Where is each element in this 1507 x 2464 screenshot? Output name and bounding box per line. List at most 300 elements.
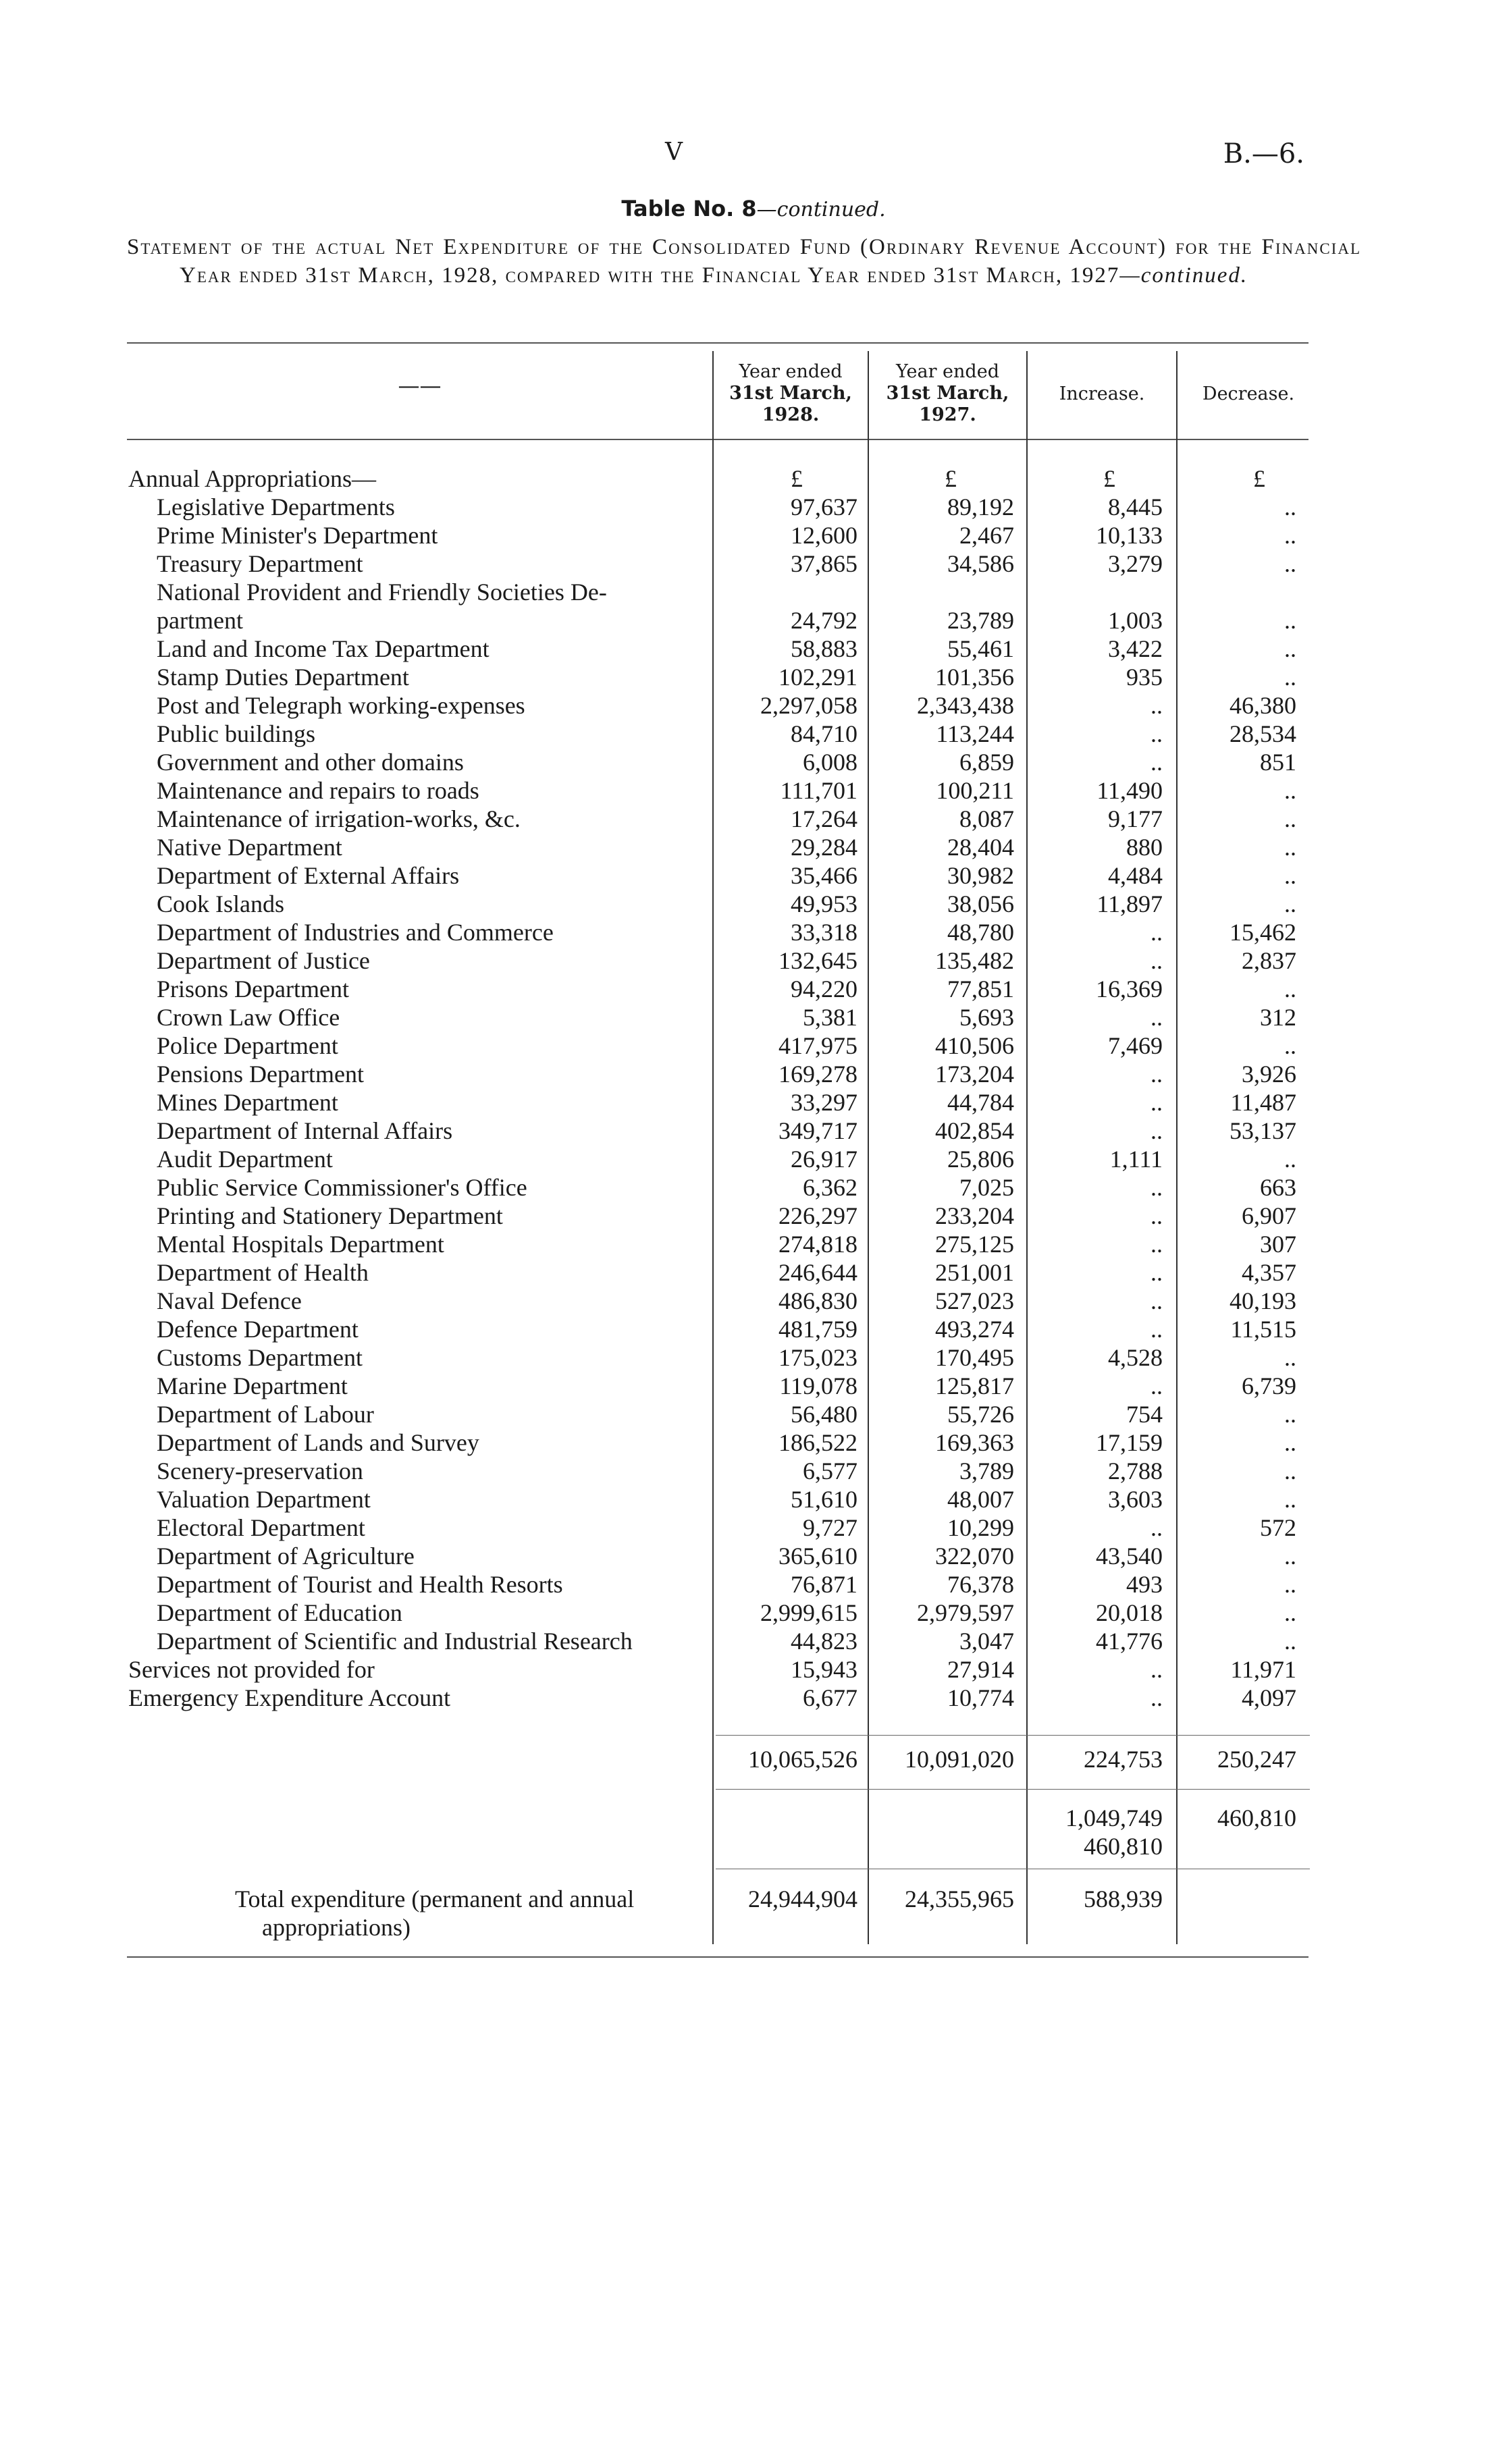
cell-y1928: 481,759 bbox=[778, 1316, 857, 1343]
cell-inc: 493 bbox=[1126, 1571, 1163, 1598]
cell-inc: 11,897 bbox=[1096, 890, 1163, 917]
cell-dec: .. bbox=[1284, 1429, 1296, 1456]
table-row bbox=[0, 1287, 1507, 1315]
cell-dec: .. bbox=[1284, 1146, 1296, 1173]
row-label: Printing and Stationery Department bbox=[157, 1202, 503, 1229]
header-1928-line3: 1928. bbox=[762, 404, 820, 425]
cell-dec: 11,515 bbox=[1230, 1316, 1296, 1343]
row-label: Department of Education bbox=[157, 1599, 402, 1626]
table-row bbox=[0, 1315, 1507, 1343]
cell-y1927: 8,087 bbox=[959, 805, 1014, 832]
row-label: partment bbox=[157, 607, 243, 634]
net-increase-bottom: 460,810 bbox=[1084, 1833, 1163, 1860]
cell-y1927: 48,007 bbox=[947, 1486, 1014, 1513]
cell-y1927: 27,914 bbox=[947, 1656, 1014, 1683]
row-label: Department of Justice bbox=[157, 947, 370, 974]
cell-y1927: 77,851 bbox=[947, 975, 1014, 1002]
cell-inc: 8,445 bbox=[1108, 493, 1163, 520]
cell-y1927: 135,482 bbox=[935, 947, 1014, 974]
cell-y1928: 84,710 bbox=[791, 720, 857, 747]
table-row bbox=[0, 946, 1507, 975]
cell-y1927: 101,356 bbox=[935, 664, 1014, 691]
cell-dec: .. bbox=[1284, 862, 1296, 889]
cell-dec: 6,739 bbox=[1242, 1372, 1296, 1399]
header-1927-line1: Year ended bbox=[896, 361, 999, 382]
header-bottom-rule bbox=[127, 439, 1308, 440]
cell-inc: .. bbox=[1151, 720, 1163, 747]
cell-inc: .. bbox=[1151, 947, 1163, 974]
cell-dec: 3,926 bbox=[1242, 1061, 1296, 1088]
cell-y1928: 37,865 bbox=[791, 550, 857, 577]
cell-y1928: 349,717 bbox=[778, 1117, 857, 1144]
row-label: Department of Agriculture bbox=[157, 1543, 415, 1570]
cell-inc: 7,469 bbox=[1108, 1032, 1163, 1059]
row-label: Department of Scientific and Industrial Research bbox=[157, 1628, 633, 1655]
cell-dec: .. bbox=[1284, 1457, 1296, 1484]
cell-y1928: 58,883 bbox=[791, 635, 857, 662]
row-label: Department of Labour bbox=[157, 1401, 374, 1428]
cell-inc: .. bbox=[1151, 1174, 1163, 1201]
header-1928-line1: Year ended bbox=[739, 361, 843, 382]
cell-y1927: 44,784 bbox=[947, 1089, 1014, 1116]
row-label: Services not provided for bbox=[128, 1656, 375, 1683]
currency-1927: £ bbox=[945, 465, 957, 492]
table-row bbox=[0, 720, 1507, 748]
table-row bbox=[0, 1173, 1507, 1202]
cell-dec: 307 bbox=[1260, 1231, 1296, 1258]
cell-inc: 935 bbox=[1126, 664, 1163, 691]
cell-inc: 11,490 bbox=[1096, 777, 1163, 804]
table-title-continued: —continued. bbox=[756, 198, 886, 221]
cell-y1927: 38,056 bbox=[947, 890, 1014, 917]
cell-y1928: 9,727 bbox=[803, 1514, 857, 1541]
cell-y1927: 7,025 bbox=[959, 1174, 1014, 1201]
cell-y1927: 173,204 bbox=[935, 1061, 1014, 1088]
header-1927-line3: 1927. bbox=[919, 404, 976, 425]
cell-y1928: 246,644 bbox=[778, 1259, 857, 1286]
cell-y1927: 30,982 bbox=[947, 862, 1014, 889]
cell-dec: .. bbox=[1284, 493, 1296, 520]
sum-row bbox=[0, 1745, 1507, 1773]
cell-y1928: 35,466 bbox=[791, 862, 857, 889]
cell-y1928: 226,297 bbox=[778, 1202, 857, 1229]
table-row bbox=[0, 918, 1507, 946]
cell-y1927: 23,789 bbox=[947, 607, 1014, 634]
cell-y1927: 34,586 bbox=[947, 550, 1014, 577]
row-label: Audit Department bbox=[157, 1146, 333, 1173]
row-label: Public buildings bbox=[157, 720, 316, 747]
cell-y1928: 175,023 bbox=[778, 1344, 857, 1371]
table-bottom-rule bbox=[127, 1956, 1308, 1958]
row-label: Public Service Commissioner's Office bbox=[157, 1174, 527, 1201]
cell-inc: 4,484 bbox=[1108, 862, 1163, 889]
cell-y1928: 17,264 bbox=[791, 805, 857, 832]
sum-rule bbox=[716, 1735, 1310, 1736]
table-row bbox=[0, 1343, 1507, 1372]
cell-dec: 4,357 bbox=[1242, 1259, 1296, 1286]
cell-y1927: 322,070 bbox=[935, 1543, 1014, 1570]
table-row bbox=[0, 663, 1507, 691]
statement-continued: —continued. bbox=[1119, 263, 1248, 288]
total-label-line1: Total expenditure (permanent and annual bbox=[235, 1885, 635, 1912]
cell-inc: .. bbox=[1151, 1061, 1163, 1088]
cell-y1927: 493,274 bbox=[935, 1316, 1014, 1343]
cell-inc: .. bbox=[1151, 1231, 1163, 1258]
cell-inc: .. bbox=[1151, 1656, 1163, 1683]
cell-y1927: 55,461 bbox=[947, 635, 1014, 662]
cell-y1927: 25,806 bbox=[947, 1146, 1014, 1173]
cell-y1927: 10,299 bbox=[947, 1514, 1014, 1541]
cell-inc: .. bbox=[1151, 1684, 1163, 1711]
cell-y1928: 274,818 bbox=[778, 1231, 857, 1258]
cell-inc: .. bbox=[1151, 1316, 1163, 1343]
table-row bbox=[0, 1570, 1507, 1599]
cell-y1928: 29,284 bbox=[791, 834, 857, 861]
table-row bbox=[0, 521, 1507, 550]
total-increase: 588,939 bbox=[1084, 1885, 1163, 1912]
cell-dec: .. bbox=[1284, 890, 1296, 917]
currency-row bbox=[0, 464, 1507, 493]
cell-y1927: 100,211 bbox=[936, 777, 1014, 804]
table-row bbox=[0, 748, 1507, 776]
header-1928-line2: 31st March, bbox=[729, 383, 852, 404]
table-row bbox=[0, 635, 1507, 663]
cell-y1928: 169,278 bbox=[778, 1061, 857, 1088]
row-label: Department of Lands and Survey bbox=[157, 1429, 479, 1456]
table-row bbox=[0, 1457, 1507, 1485]
header-decrease: Decrease. bbox=[1202, 383, 1295, 404]
cell-dec: 40,193 bbox=[1230, 1287, 1296, 1314]
table-row bbox=[0, 1372, 1507, 1400]
cell-y1927: 233,204 bbox=[935, 1202, 1014, 1229]
cell-y1927: 169,363 bbox=[935, 1429, 1014, 1456]
table-row bbox=[0, 1428, 1507, 1457]
table-row bbox=[0, 578, 1507, 606]
cell-y1927: 10,774 bbox=[947, 1684, 1014, 1711]
table-row bbox=[0, 1088, 1507, 1117]
table-row bbox=[0, 1485, 1507, 1514]
cell-dec: 28,534 bbox=[1230, 720, 1296, 747]
header-year-1928 bbox=[714, 361, 868, 426]
cell-y1927: 55,726 bbox=[947, 1401, 1014, 1428]
table-row bbox=[0, 1599, 1507, 1627]
cell-y1927: 76,378 bbox=[947, 1571, 1014, 1598]
row-label: Department of Industries and Commerce bbox=[157, 919, 554, 946]
row-label: Maintenance and repairs to roads bbox=[157, 777, 479, 804]
cell-y1927: 410,506 bbox=[935, 1032, 1014, 1059]
cell-y1927: 2,979,597 bbox=[917, 1599, 1014, 1626]
cell-y1927: 2,343,438 bbox=[917, 692, 1014, 719]
cell-y1928: 102,291 bbox=[778, 664, 857, 691]
cell-y1928: 2,999,615 bbox=[760, 1599, 857, 1626]
table-title bbox=[0, 196, 1507, 221]
table-top-rule bbox=[127, 342, 1308, 344]
cell-y1927: 402,854 bbox=[935, 1117, 1014, 1144]
cell-dec: 4,097 bbox=[1242, 1684, 1296, 1711]
cell-inc: 9,177 bbox=[1108, 805, 1163, 832]
table-row bbox=[0, 691, 1507, 720]
cell-y1928: 2,297,058 bbox=[760, 692, 857, 719]
cell-y1927: 170,495 bbox=[935, 1344, 1014, 1371]
net-rule bbox=[716, 1789, 1310, 1790]
table-row bbox=[0, 1060, 1507, 1088]
cell-y1928: 44,823 bbox=[791, 1628, 857, 1655]
table-row bbox=[0, 1117, 1507, 1145]
net-increase-top: 1,049,749 bbox=[1065, 1804, 1163, 1831]
cell-inc: 3,603 bbox=[1108, 1486, 1163, 1513]
cell-dec: 572 bbox=[1260, 1514, 1296, 1541]
cell-y1928: 6,677 bbox=[803, 1684, 857, 1711]
cell-inc: 17,159 bbox=[1096, 1429, 1163, 1456]
header-blank-dash: —— bbox=[398, 373, 442, 398]
row-label: Government and other domains bbox=[157, 749, 464, 776]
cell-y1927: 48,780 bbox=[947, 919, 1014, 946]
cell-dec: .. bbox=[1284, 834, 1296, 861]
section-label: Annual Appropriations— bbox=[128, 465, 376, 492]
table-row bbox=[0, 1230, 1507, 1258]
cell-y1928: 132,645 bbox=[778, 947, 857, 974]
page-number: V bbox=[665, 138, 683, 166]
cell-inc: .. bbox=[1151, 692, 1163, 719]
table-row bbox=[0, 550, 1507, 578]
cell-dec: 851 bbox=[1260, 749, 1296, 776]
cell-y1928: 365,610 bbox=[778, 1543, 857, 1570]
cell-y1928: 119,078 bbox=[779, 1372, 857, 1399]
row-label: Cook Islands bbox=[157, 890, 284, 917]
row-label: Police Department bbox=[157, 1032, 338, 1059]
cell-y1927: 275,125 bbox=[935, 1231, 1014, 1258]
cell-dec: .. bbox=[1284, 1543, 1296, 1570]
cell-dec: .. bbox=[1284, 607, 1296, 634]
cell-y1928: 186,522 bbox=[778, 1429, 857, 1456]
table-row bbox=[0, 776, 1507, 805]
cell-dec: .. bbox=[1284, 1344, 1296, 1371]
cell-dec: 2,837 bbox=[1242, 947, 1296, 974]
cell-dec: .. bbox=[1284, 1599, 1296, 1626]
sum-1927: 10,091,020 bbox=[905, 1746, 1014, 1773]
table-title-text: Table No. 8 bbox=[621, 196, 757, 221]
cell-dec: 11,971 bbox=[1230, 1656, 1296, 1683]
row-label: Post and Telegraph working-expenses bbox=[157, 692, 525, 719]
cell-y1928: 486,830 bbox=[778, 1287, 857, 1314]
net-decrease: 460,810 bbox=[1217, 1804, 1296, 1831]
cell-dec: .. bbox=[1284, 1486, 1296, 1513]
cell-inc: 41,776 bbox=[1096, 1628, 1163, 1655]
currency-1928: £ bbox=[791, 465, 803, 492]
table-row bbox=[0, 1655, 1507, 1684]
row-label: Native Department bbox=[157, 834, 342, 861]
cell-y1927: 3,789 bbox=[959, 1457, 1014, 1484]
row-label: Crown Law Office bbox=[157, 1004, 340, 1031]
table-row bbox=[0, 1684, 1507, 1712]
row-label: Scenery-preservation bbox=[157, 1457, 363, 1484]
cell-y1928: 76,871 bbox=[791, 1571, 857, 1598]
cell-y1927: 5,693 bbox=[959, 1004, 1014, 1031]
cell-dec: .. bbox=[1284, 1032, 1296, 1059]
cell-inc: .. bbox=[1151, 1514, 1163, 1541]
statement-text: Statement of the actual Net Expenditure of the Consolidated Fund (Ordinary Revenue Account) for the Financial Year ended 31st March, 1928, compared with the Financial Year ended 31st March, 1927 bbox=[127, 235, 1361, 288]
table-row bbox=[0, 1542, 1507, 1570]
cell-inc: 3,279 bbox=[1108, 550, 1163, 577]
total-1927: 24,355,965 bbox=[905, 1885, 1014, 1912]
header-1927-line2: 31st March, bbox=[886, 383, 1009, 404]
cell-y1928: 97,637 bbox=[791, 493, 857, 520]
cell-inc: 754 bbox=[1126, 1401, 1163, 1428]
cell-y1928: 111,701 bbox=[780, 777, 857, 804]
cell-inc: .. bbox=[1151, 1202, 1163, 1229]
table-row bbox=[0, 861, 1507, 890]
sum-increase: 224,753 bbox=[1084, 1746, 1163, 1773]
row-label: Defence Department bbox=[157, 1316, 359, 1343]
cell-dec: .. bbox=[1284, 550, 1296, 577]
cell-y1928: 51,610 bbox=[791, 1486, 857, 1513]
row-label: Maintenance of irrigation-works, &c. bbox=[157, 805, 521, 832]
cell-y1928: 5,381 bbox=[803, 1004, 857, 1031]
row-label: Mental Hospitals Department bbox=[157, 1231, 444, 1258]
table-row bbox=[0, 1145, 1507, 1173]
cell-y1928: 6,362 bbox=[803, 1174, 857, 1201]
cell-inc: .. bbox=[1151, 1089, 1163, 1116]
row-label: Department of Internal Affairs bbox=[157, 1117, 453, 1144]
cell-dec: 663 bbox=[1260, 1174, 1296, 1201]
table-row bbox=[0, 975, 1507, 1003]
net-row-1 bbox=[0, 1804, 1507, 1832]
cell-y1928: 12,600 bbox=[791, 522, 857, 549]
row-label: Pensions Department bbox=[157, 1061, 364, 1088]
cell-dec: 312 bbox=[1260, 1004, 1296, 1031]
cell-y1927: 125,817 bbox=[935, 1372, 1014, 1399]
row-label: Treasury Department bbox=[157, 550, 363, 577]
document-code: B.—6. bbox=[1223, 138, 1304, 169]
cell-inc: 43,540 bbox=[1096, 1543, 1163, 1570]
cell-y1928: 15,943 bbox=[791, 1656, 857, 1683]
table-row bbox=[0, 1032, 1507, 1060]
cell-y1928: 49,953 bbox=[791, 890, 857, 917]
cell-inc: .. bbox=[1151, 1259, 1163, 1286]
cell-y1928: 33,297 bbox=[791, 1089, 857, 1116]
cell-y1928: 417,975 bbox=[778, 1032, 857, 1059]
cell-y1928: 24,792 bbox=[791, 607, 857, 634]
cell-y1928: 6,008 bbox=[803, 749, 857, 776]
cell-inc: .. bbox=[1151, 919, 1163, 946]
cell-dec: .. bbox=[1284, 522, 1296, 549]
cell-dec: .. bbox=[1284, 635, 1296, 662]
cell-dec: 11,487 bbox=[1230, 1089, 1296, 1116]
row-label: Department of Tourist and Health Resorts bbox=[157, 1571, 563, 1598]
cell-dec: 46,380 bbox=[1230, 692, 1296, 719]
net-row-2 bbox=[0, 1832, 1507, 1860]
table-row bbox=[0, 1003, 1507, 1032]
cell-inc: 2,788 bbox=[1108, 1457, 1163, 1484]
cell-inc: 10,133 bbox=[1096, 522, 1163, 549]
cell-dec: 6,907 bbox=[1242, 1202, 1296, 1229]
sum-decrease: 250,247 bbox=[1217, 1746, 1296, 1773]
cell-dec: .. bbox=[1284, 1401, 1296, 1428]
cell-y1927: 2,467 bbox=[959, 522, 1014, 549]
cell-y1928: 26,917 bbox=[791, 1146, 857, 1173]
header-increase: Increase. bbox=[1059, 383, 1145, 404]
total-label-line2: appropriations) bbox=[262, 1914, 411, 1941]
cell-inc: 3,422 bbox=[1108, 635, 1163, 662]
cell-y1927: 28,404 bbox=[947, 834, 1014, 861]
cell-y1927: 3,047 bbox=[959, 1628, 1014, 1655]
table-row bbox=[0, 606, 1507, 635]
cell-dec: .. bbox=[1284, 1571, 1296, 1598]
cell-inc: 1,111 bbox=[1109, 1146, 1163, 1173]
total-row bbox=[0, 1885, 1507, 1941]
cell-dec: 15,462 bbox=[1230, 919, 1296, 946]
header-year-1927 bbox=[869, 361, 1026, 426]
cell-dec: .. bbox=[1284, 777, 1296, 804]
currency-increase: £ bbox=[1103, 465, 1115, 492]
cell-y1927: 89,192 bbox=[947, 493, 1014, 520]
cell-dec: 53,137 bbox=[1230, 1117, 1296, 1144]
cell-inc: 4,528 bbox=[1108, 1344, 1163, 1371]
currency-decrease: £ bbox=[1253, 465, 1265, 492]
row-label: Prime Minister's Department bbox=[157, 522, 438, 549]
row-label: Legislative Departments bbox=[157, 493, 395, 520]
row-label: Valuation Department bbox=[157, 1486, 371, 1513]
table-row bbox=[0, 1258, 1507, 1287]
cell-y1927: 527,023 bbox=[935, 1287, 1014, 1314]
table-row bbox=[0, 1202, 1507, 1230]
table-row bbox=[0, 493, 1507, 521]
cell-inc: .. bbox=[1151, 1372, 1163, 1399]
row-label: Department of Health bbox=[157, 1259, 369, 1286]
cell-dec: .. bbox=[1284, 664, 1296, 691]
table-row bbox=[0, 1627, 1507, 1655]
cell-inc: .. bbox=[1151, 749, 1163, 776]
cell-inc: 20,018 bbox=[1096, 1599, 1163, 1626]
total-1928: 24,944,904 bbox=[748, 1885, 857, 1912]
cell-y1927: 251,001 bbox=[935, 1259, 1014, 1286]
row-label: National Provident and Friendly Societies De- bbox=[157, 579, 607, 606]
cell-dec: .. bbox=[1284, 1628, 1296, 1655]
cell-y1928: 33,318 bbox=[791, 919, 857, 946]
table-row bbox=[0, 1514, 1507, 1542]
table-row bbox=[0, 890, 1507, 918]
statement-heading bbox=[127, 233, 1361, 290]
row-label: Electoral Department bbox=[157, 1514, 365, 1541]
row-label: Emergency Expenditure Account bbox=[128, 1684, 451, 1711]
cell-inc: 16,369 bbox=[1096, 975, 1163, 1002]
table-row bbox=[0, 805, 1507, 833]
row-label: Naval Defence bbox=[157, 1287, 302, 1314]
cell-inc: 1,003 bbox=[1108, 607, 1163, 634]
cell-dec: .. bbox=[1284, 975, 1296, 1002]
cell-y1927: 6,859 bbox=[959, 749, 1014, 776]
cell-y1928: 94,220 bbox=[791, 975, 857, 1002]
row-label: Prisons Department bbox=[157, 975, 349, 1002]
cell-inc: 880 bbox=[1126, 834, 1163, 861]
cell-y1927: 113,244 bbox=[936, 720, 1014, 747]
cell-inc: .. bbox=[1151, 1004, 1163, 1031]
row-label: Department of External Affairs bbox=[157, 862, 460, 889]
row-label: Stamp Duties Department bbox=[157, 664, 409, 691]
row-label: Mines Department bbox=[157, 1089, 338, 1116]
cell-dec: .. bbox=[1284, 805, 1296, 832]
sum-1928: 10,065,526 bbox=[748, 1746, 857, 1773]
row-label: Marine Department bbox=[157, 1372, 348, 1399]
cell-inc: .. bbox=[1151, 1287, 1163, 1314]
row-label: Land and Income Tax Department bbox=[157, 635, 490, 662]
table-row bbox=[0, 833, 1507, 861]
cell-y1928: 6,577 bbox=[803, 1457, 857, 1484]
row-label: Customs Department bbox=[157, 1344, 363, 1371]
cell-y1928: 56,480 bbox=[791, 1401, 857, 1428]
table-row bbox=[0, 1400, 1507, 1428]
cell-inc: .. bbox=[1151, 1117, 1163, 1144]
